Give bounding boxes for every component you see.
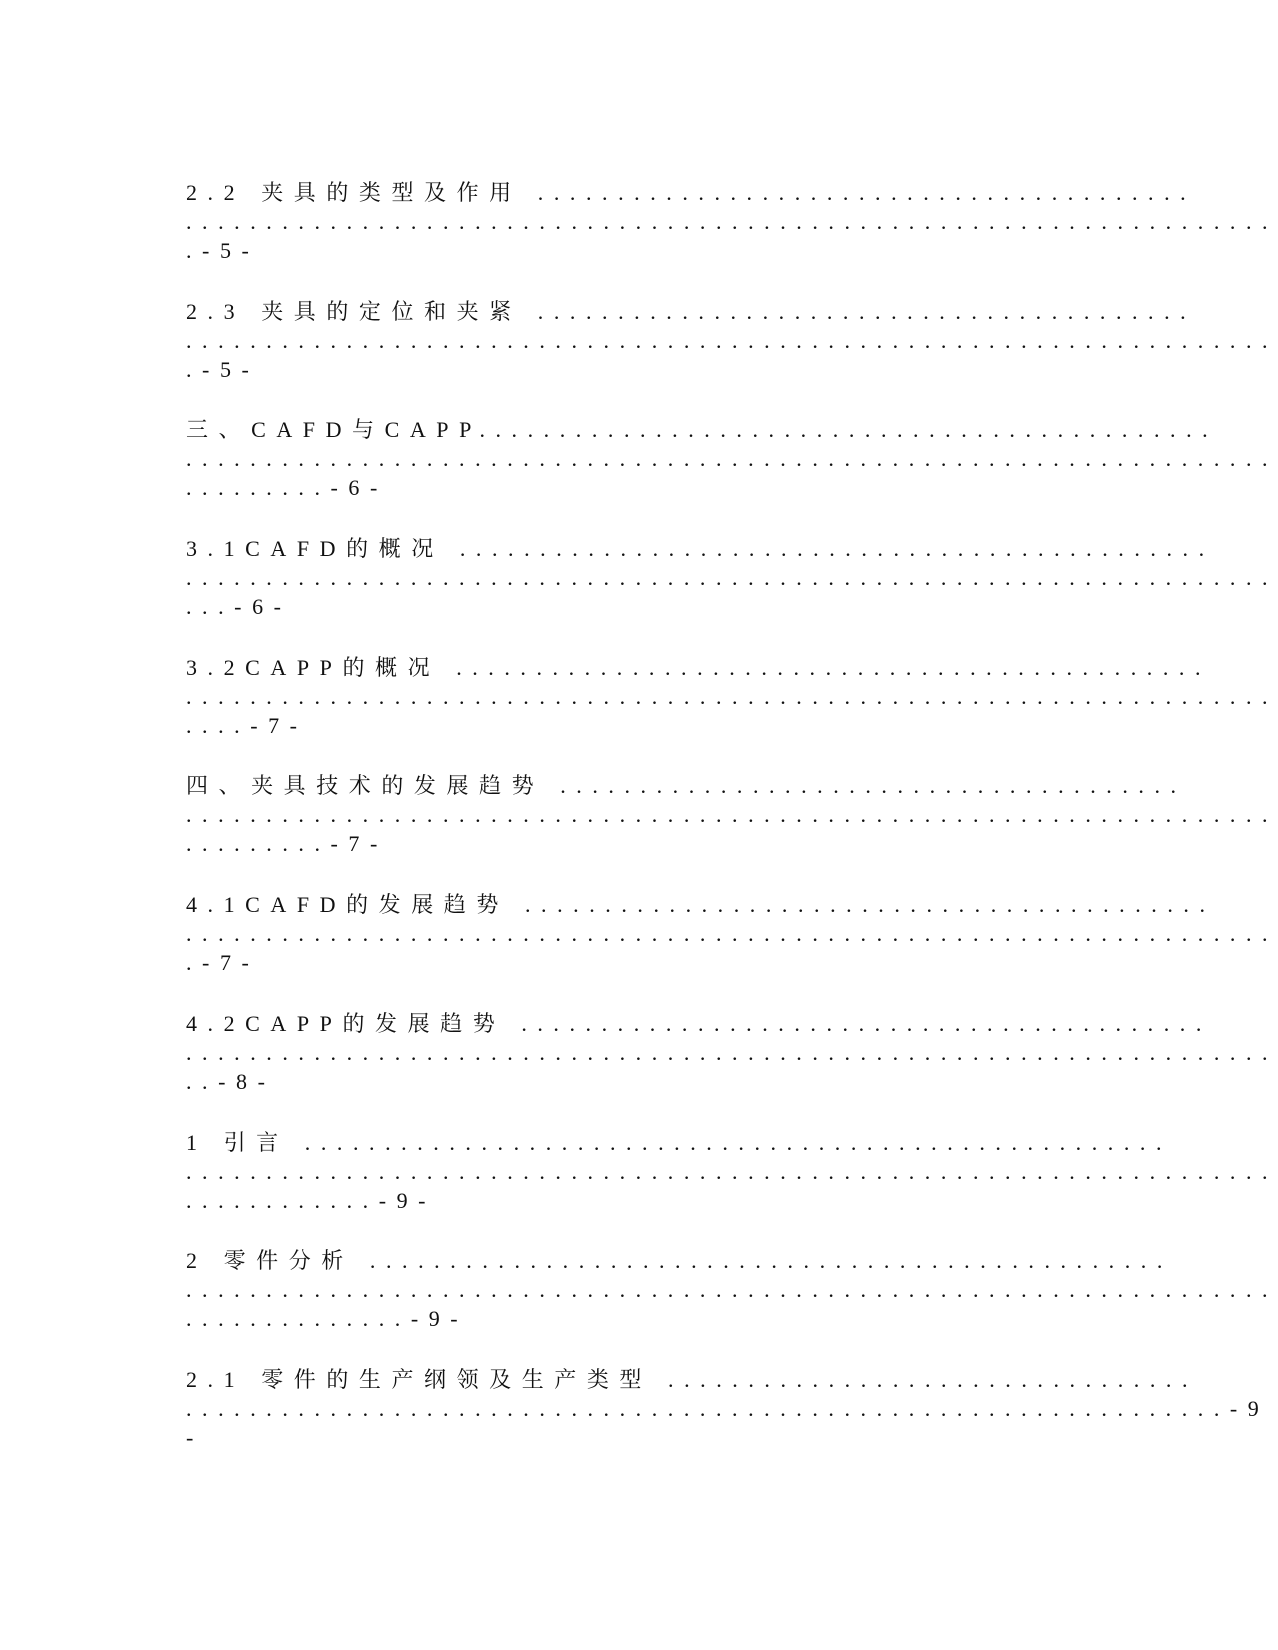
toc-entry-page-number: ....-7- <box>186 712 308 738</box>
toc-entry-page-number: .........-6- <box>186 475 388 501</box>
toc-entry-2-3[interactable] <box>186 297 1278 416</box>
toc-entry-page-number: .-7- <box>186 950 260 976</box>
toc-entry-3-2[interactable] <box>186 653 1278 772</box>
toc-entry-title: 2.3 夹具的定位和夹紧 ......................................... <box>186 298 1197 324</box>
toc-entry-leader: .................................................................... <box>186 565 1278 591</box>
toc-entry-4[interactable] <box>186 771 1278 890</box>
toc-entry-leader: .................................................................-9 <box>186 1395 1270 1421</box>
toc-entry-3[interactable] <box>186 415 1278 534</box>
toc-entry-title: 三、CAFD与CAPP.............................................. <box>186 417 1219 443</box>
toc-entry-leader: .................................................................... <box>186 683 1278 709</box>
toc-entry-page-number: ..-8- <box>186 1068 276 1094</box>
toc-entry-page-number: .-5- <box>186 238 260 263</box>
toc-entry-2-1-production[interactable] <box>186 1365 1270 1484</box>
toc-entry-title: 4.1CAFD的发展趋势 ........................................... <box>186 892 1216 918</box>
toc-entry-4-1[interactable] <box>186 890 1278 1009</box>
toc-entry-title: 2.2 夹具的类型及作用 ......................................... <box>186 180 1197 205</box>
toc-entry-leader: .................................................................... <box>186 1039 1278 1065</box>
toc-entry-leader: .................................................................... <box>186 446 1278 472</box>
toc-entry-title: 3.2CAPP的概况 ............................................... <box>186 654 1212 680</box>
toc-entry-page-number: ...-6- <box>186 594 292 620</box>
toc-entry-title: 2.1 零件的生产纲领及生产类型 ................................. <box>186 1366 1199 1392</box>
toc-entry-4-2[interactable] <box>186 1009 1278 1128</box>
toc-entry-2-2[interactable] <box>186 178 1278 297</box>
toc-entry-title: 2 零件分析 .................................................. <box>186 1248 1173 1274</box>
table-of-contents <box>186 178 1278 1484</box>
toc-entry-leader: .................................................................... <box>186 209 1278 234</box>
toc-entry-leader: .................................................................... <box>186 802 1278 828</box>
toc-entry-3-1[interactable] <box>186 534 1278 653</box>
toc-entry-page-number: - <box>186 1424 204 1450</box>
toc-entry-page-number: ............-9- <box>186 1187 437 1213</box>
toc-entry-leader: .................................................................... <box>186 1277 1278 1303</box>
toc-entry-page-number: .........-7- <box>186 831 388 857</box>
toc-entry-page-number: .-5- <box>186 356 260 382</box>
toc-entry-1-introduction[interactable] <box>186 1128 1278 1247</box>
toc-entry-leader: .................................................................... <box>186 327 1278 353</box>
toc-entry-title: 4.2CAPP的发展趋势 ........................................... <box>186 1010 1212 1036</box>
toc-entry-title: 1 引言 ...................................................... <box>186 1129 1173 1155</box>
toc-entry-title: 四、夹具技术的发展趋势 ....................................... <box>186 773 1187 799</box>
toc-entry-leader: .................................................................... <box>186 921 1278 947</box>
toc-entry-title: 3.1CAFD的概况 ............................................... <box>186 536 1215 562</box>
toc-entry-page-number: ..............-9- <box>186 1306 469 1332</box>
toc-entry-2-part-analysis[interactable] <box>186 1246 1278 1365</box>
toc-entry-leader: .................................................................... <box>186 1158 1278 1184</box>
